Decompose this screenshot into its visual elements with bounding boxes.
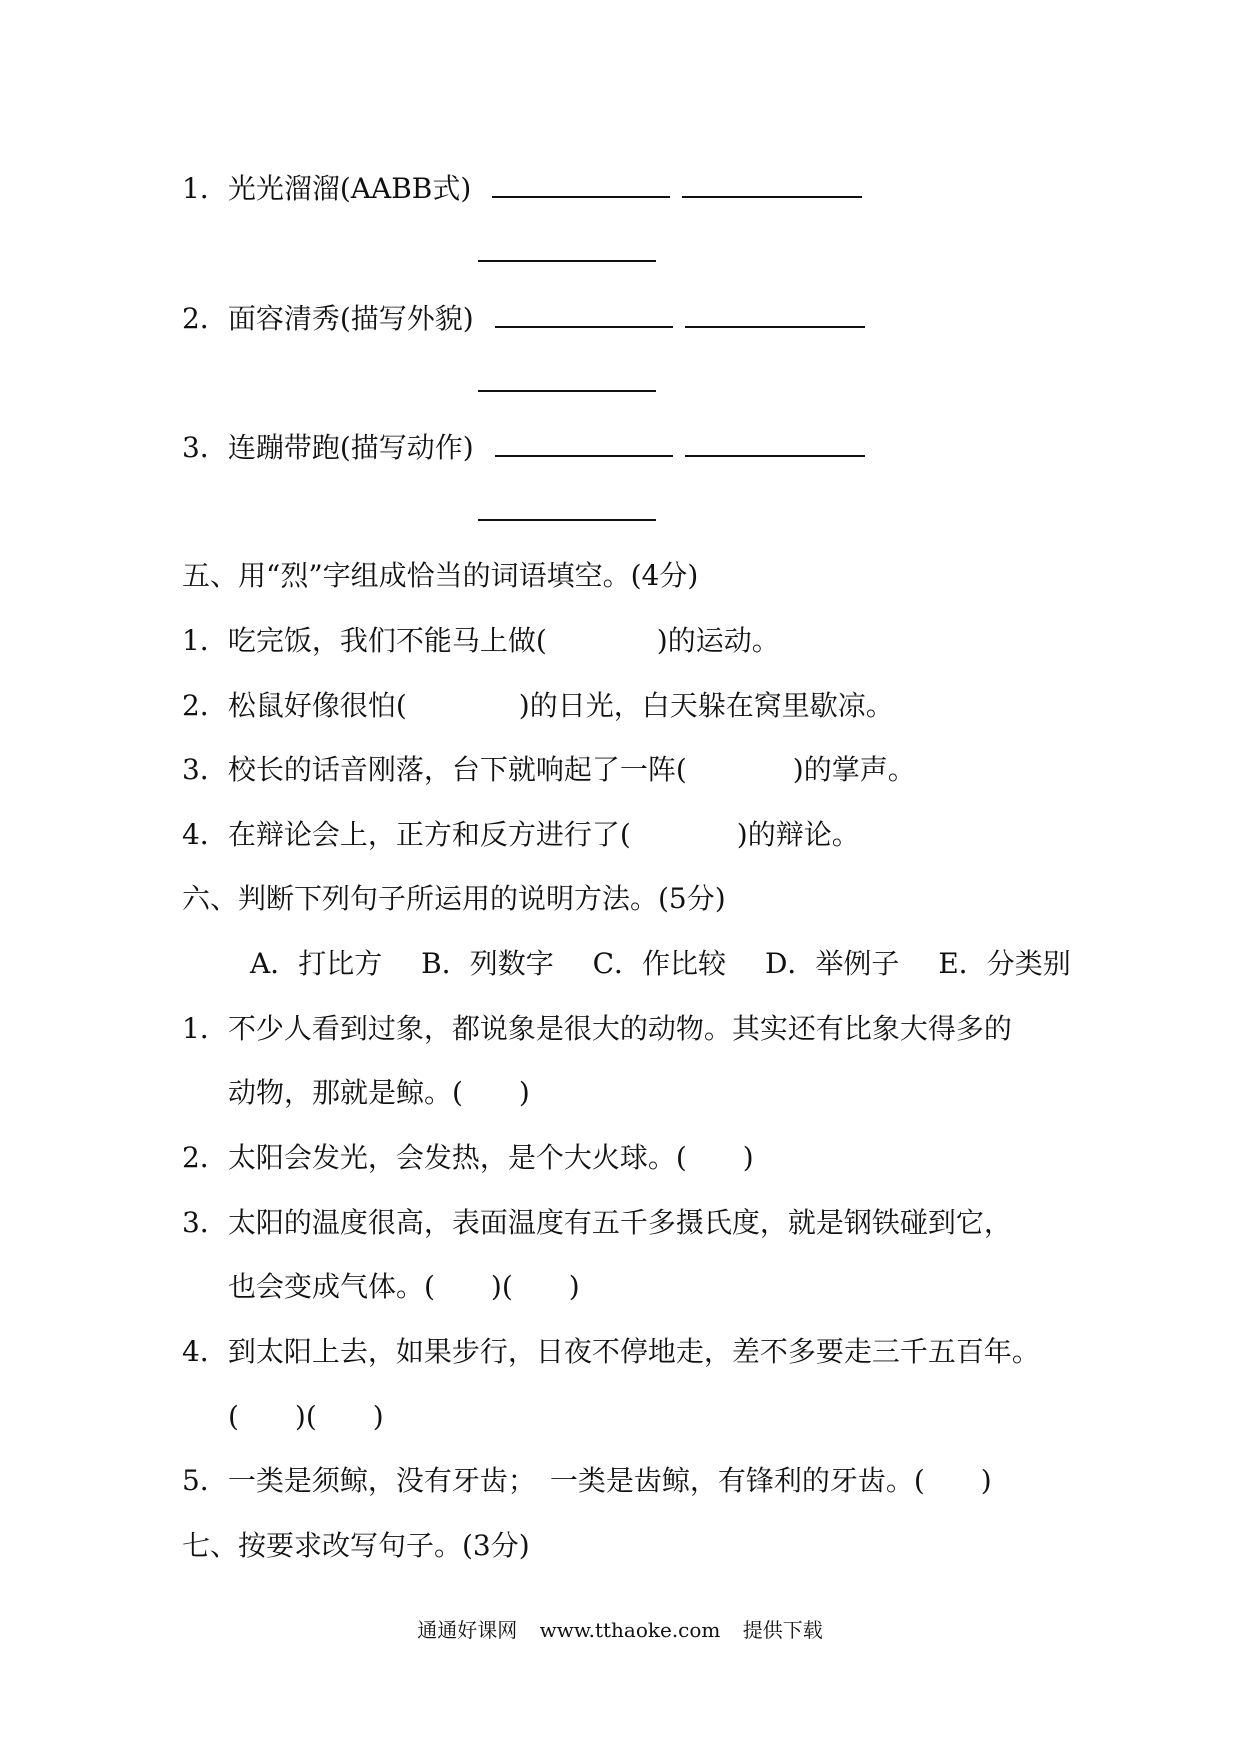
section5-item-3-before: 校长的话音刚落，台下就响起了一阵( <box>227 753 687 786</box>
section6-q5-text[interactable]: 一类是须鲸，没有牙齿； 一类是齿鲸，有锋利的牙齿。( ) <box>227 1464 992 1497</box>
answer-blank[interactable] <box>495 427 673 457</box>
section6-q2-line1 <box>182 1138 754 1178</box>
section6-options <box>250 944 1101 984</box>
q4-item-1-blank-3[interactable] <box>478 232 656 262</box>
footer-site-name: 通通好课网 <box>417 1618 518 1642</box>
footer-url[interactable]: www.tthaoke.com <box>539 1618 721 1642</box>
q4-item-3 <box>182 427 865 468</box>
section5-item-1-before: 吃完饭，我们不能马上做( <box>227 624 547 657</box>
section5-item-3-number: 3． <box>182 753 228 786</box>
q4-item-1-text: 光光溜溜(AABB式) <box>227 172 472 205</box>
section7-title: 七、按要求改写句子。(3分) <box>182 1529 530 1562</box>
section5-item-2 <box>182 686 894 726</box>
section5-item-1 <box>182 621 780 661</box>
section6-q1-line1 <box>182 1009 1012 1049</box>
q4-item-2 <box>182 298 865 339</box>
section5-item-3-after: )的掌声。 <box>792 753 916 786</box>
section6-q2-text[interactable]: 太阳会发光，会发热，是个大火球。( ) <box>227 1141 754 1174</box>
section5-item-4 <box>182 815 860 855</box>
section6-q4-number: 4． <box>182 1335 228 1368</box>
page-footer <box>0 1614 1240 1643</box>
section5-item-2-after: )的日光，白天躲在窝里歇凉。 <box>518 689 894 722</box>
q4-item-1-number: 1． <box>182 172 228 205</box>
q4-item-3-text: 连蹦带跑(描写动作) <box>227 431 474 464</box>
option-a: A．打比方 <box>250 947 383 980</box>
q4-item-3-number: 3． <box>182 431 228 464</box>
section6-q4-line1 <box>182 1332 1040 1372</box>
section6-q1-number: 1． <box>182 1012 228 1045</box>
q4-item-2-number: 2． <box>182 302 228 335</box>
answer-blank[interactable] <box>682 168 862 198</box>
section5-item-2-before: 松鼠好像很怕( <box>227 689 407 722</box>
section6-title: 六、判断下列句子所运用的说明方法。(5分) <box>182 882 726 915</box>
q4-item-3-blank-3[interactable] <box>478 491 656 521</box>
section6-q3-number: 3． <box>182 1206 228 1239</box>
answer-blank[interactable] <box>685 298 865 328</box>
section5-item-4-number: 4． <box>182 818 228 851</box>
section5-item-1-after: )的运动。 <box>656 624 780 657</box>
answer-blank[interactable] <box>495 298 673 328</box>
section6-q3-line2[interactable]: 也会变成气体。( )( ) <box>228 1270 580 1303</box>
section5-title: 五、用“烈”字组成恰当的词语填空。(4分) <box>182 559 699 592</box>
section6-q3-text: 太阳的温度很高，表面温度有五千多摄氏度，就是钢铁碰到它， <box>227 1206 1012 1239</box>
section5-item-4-before: 在辩论会上，正方和反方进行了( <box>227 818 631 851</box>
option-c: C．作比较 <box>592 947 727 980</box>
section6-q1-line2[interactable]: 动物，那就是鲸。( ) <box>228 1076 530 1109</box>
section5-item-2-number: 2． <box>182 689 228 722</box>
q4-item-2-blank-3[interactable] <box>478 362 656 392</box>
answer-blank[interactable] <box>685 427 865 457</box>
footer-note: 提供下载 <box>742 1618 823 1642</box>
section5-item-4-after: )的辩论。 <box>736 818 860 851</box>
section5-item-1-number: 1． <box>182 624 228 657</box>
section6-q1-text: 不少人看到过象，都说象是很大的动物。其实还有比象大得多的 <box>227 1012 1012 1045</box>
section6-q3-line1 <box>182 1203 1012 1243</box>
answer-blank[interactable] <box>492 168 670 198</box>
option-b: B．列数字 <box>421 947 554 980</box>
section6-q5-number: 5． <box>182 1464 228 1497</box>
section6-q5-line1 <box>182 1461 992 1501</box>
section6-q4-text: 到太阳上去，如果步行，日夜不停地走，差不多要走三千五百年。 <box>227 1335 1040 1368</box>
option-e: E．分类别 <box>938 947 1071 980</box>
section6-q2-number: 2． <box>182 1141 228 1174</box>
q4-item-1 <box>182 168 862 209</box>
option-d: D．举例子 <box>764 947 900 980</box>
q4-item-2-text: 面容清秀(描写外貌) <box>227 302 474 335</box>
section5-item-3 <box>182 750 916 790</box>
section6-q4-line2[interactable]: ( )( ) <box>228 1400 384 1433</box>
